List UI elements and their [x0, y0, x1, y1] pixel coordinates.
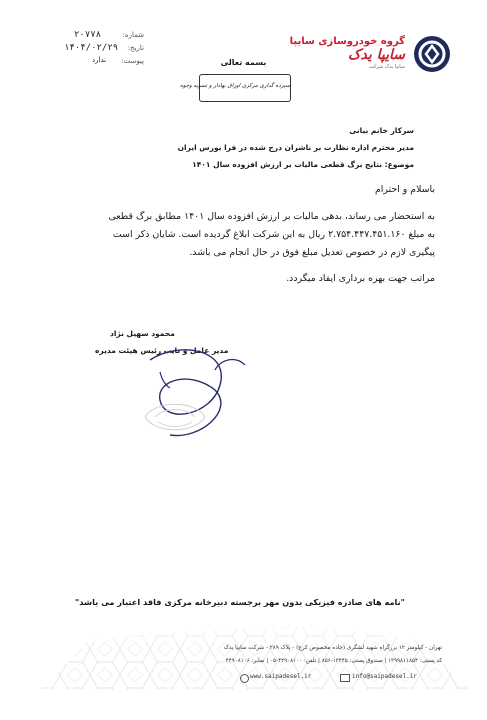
body-line-3: پیگیری لازم در خصوص تعدیل مبلغ فوق در حال انجام می باشد.: [189, 247, 435, 258]
group-name: گروه خودروسازی سایپا: [289, 36, 405, 47]
company-logo: [412, 34, 452, 74]
meta-label-number: شماره:: [122, 31, 144, 39]
calligraphy-stamp: [179, 74, 291, 102]
stamp-text: سپرده گذاری مرکزی اوراق بهادار و تسویه وجوه: [179, 83, 290, 89]
greeting: باسلام و احترام: [374, 184, 435, 195]
footer-note: "نامه های صادره فیزیکی بدون مهر برجسته دبیرخانه مرکزی فاقد اعتبار می باشد": [75, 597, 405, 607]
recipient-name: سرکار خانم بیانی: [349, 126, 414, 135]
email-link[interactable]: info@saipadesel.ir: [352, 673, 418, 680]
meta-value-attachment: ندارد: [92, 56, 107, 64]
meta-value-number: ۲۰۷۷۸: [74, 30, 102, 40]
meta-label-attachment: پیوست:: [121, 57, 144, 65]
website-link[interactable]: www.saipadesel.ir: [250, 673, 312, 680]
meta-value-date: ۱۴۰۴/۰۲/۲۹: [64, 43, 119, 53]
recipient-position: مدیر محترم اداره نظارت بر ناشران درج شده در فرا بورس ایران: [177, 143, 414, 152]
letter-subject: موضوع: نتایج برگ قطعی مالیات بر ارزش افزوده سال ۱۴۰۱: [192, 160, 414, 169]
signatory-title: مدیر عامل و نایب رئیس هیئت مدیره: [95, 346, 229, 355]
closing-line: مراتب جهت بهره برداری ایفاد میگردد.: [286, 273, 435, 284]
signatory-name: محمود سهیل نژاد: [110, 329, 175, 338]
email-icon: [340, 674, 350, 682]
globe-icon: [240, 674, 249, 683]
meta-label-date: تاریخ:: [127, 44, 144, 52]
body-line-2: به مبلغ ۲.۷۵۴.۴۴۷.۴۵۱.۱۶۰ ریال به این شرکت ابلاغ گردیده است. شایان ذکر است: [112, 229, 435, 240]
body-line-1: به استحضار می رساند، بدهی مالیات بر ارزش افزوده سال ۱۴۰۱ مطابق برگ قطعی: [108, 211, 435, 222]
logo-subtext: سایپا یدک شرکت: [368, 64, 405, 70]
bismillah: بسمه تعالی: [220, 58, 267, 67]
website-row: [240, 673, 450, 683]
logo-text: سایپا یدک: [347, 47, 405, 63]
address-line-1: تهران - کیلومتر ۱۲ بزرگراه شهید لشگری (جاده مخصوص کرج) - پلاک ۲۸۹ - شرکت سایپا یدک: [223, 645, 442, 651]
address-line-2: کد پستی: ۱۳۹۹۸۱۱۸۵۴ | صندوق پستی: ۱۳۴۴۵-۸۵۶ | تلفن: ۴۴۹۰۸۱۰۰-۰۵ | نمابر: ۴۴۹۰۸۱۰۶: [225, 658, 442, 664]
embossed-seal: [140, 392, 210, 442]
saipa-logo-icon: [412, 34, 452, 74]
